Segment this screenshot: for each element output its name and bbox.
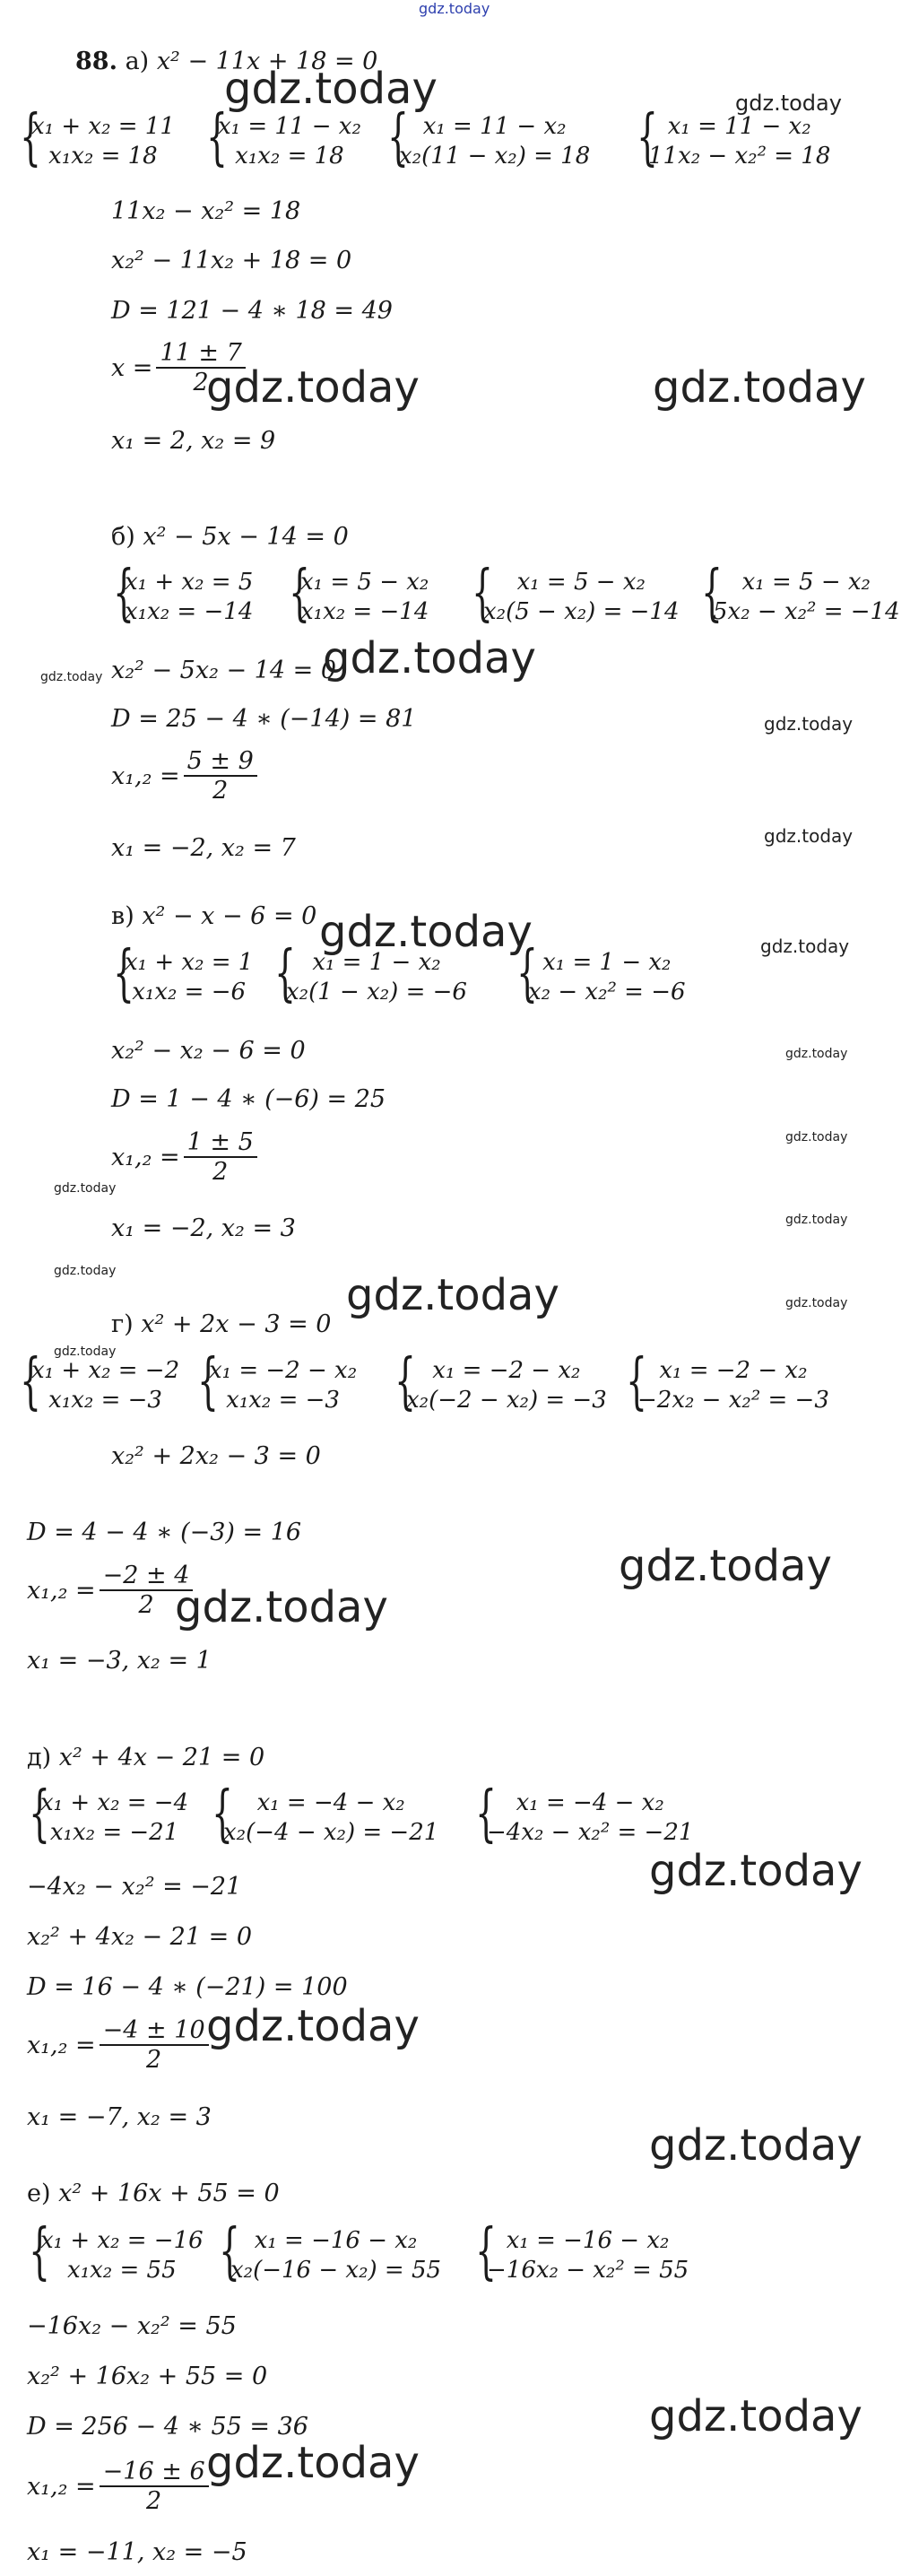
watermark-big: gdz.today [206, 2001, 420, 2051]
section-d-root-formula: x₁,₂ = $\frac{-4 \pm 10}{2}$ [27, 2018, 212, 2072]
section-b-system-4: { x₁ = 5 − x₂ 5x₂ − x₂² = −14 [701, 558, 900, 629]
watermark-big: gdz.today [224, 64, 438, 114]
section-e-system-2: { x₁ = −16 − x₂ x₂(−16 − x₂) = 55 [219, 2216, 442, 2287]
watermark-big: gdz.today [649, 2120, 862, 2171]
section-g-system-4: { x₁ = −2 − x₂ −2x₂ − x₂² = −3 [626, 1346, 829, 1417]
section-g-system-3: { x₁ = −2 − x₂ x₂(−2 − x₂) = −3 [394, 1346, 607, 1417]
section-a-system-1: { x₁ + x₂ = 11 x₁x₂ = 18 [20, 102, 175, 173]
section-e-system-3: { x₁ = −16 − x₂ −16x₂ − x₂² = 55 [475, 2216, 689, 2287]
section-d-system-3: { x₁ = −4 − x₂ −4x₂ − x₂² = −21 [475, 1779, 694, 1849]
section-d-line-2: x₂² + 4x₂ − 21 = 0 [27, 1923, 253, 1951]
section-d-result: x₁ = −7, x₂ = 3 [27, 2103, 212, 2131]
section-a-system-3: { x₁ = 11 − x₂ x₂(11 − x₂) = 18 [387, 102, 591, 173]
section-g-system-1: { x₁ + x₂ = −2 x₁x₂ = −3 [20, 1346, 180, 1417]
watermark-big: gdz.today [175, 1582, 388, 1632]
section-d-system-2: { x₁ = −4 − x₂ x₂(−4 − x₂) = −21 [212, 1779, 439, 1849]
section-g-discriminant: D = 4 − 4 ∗ (−3) = 16 [27, 1519, 302, 1546]
section-a-line-2: x₂² − 11x₂ + 18 = 0 [111, 247, 352, 274]
section-d-line-1: −4x₂ − x₂² = −21 [27, 1873, 242, 1901]
section-b-header: б) x² − 5x − 14 = 0 [111, 523, 349, 551]
watermark-big: gdz.today [323, 633, 536, 683]
section-g-result: x₁ = −3, x₂ = 1 [27, 1647, 212, 1675]
watermark-big: gdz.today [649, 1846, 862, 1896]
section-g-line-1: x₂² + 2x₂ − 3 = 0 [111, 1442, 321, 1470]
section-b-root-formula: x₁,₂ = $\frac{5 \pm 9}{2}$ [111, 749, 261, 803]
watermark-small: gdz.today [785, 1213, 848, 1227]
section-b-line-1: x₂² − 5x₂ − 14 = 0 [111, 657, 337, 684]
section-v-result: x₁ = −2, x₂ = 3 [111, 1214, 296, 1242]
section-d-header: д) x² + 4x − 21 = 0 [27, 1744, 265, 1771]
section-a-root-formula: x = $\frac{11 \pm 7}{2}$ [111, 341, 249, 395]
section-g-header: г) x² + 2x − 3 = 0 [111, 1310, 332, 1338]
section-d-system-1: { x₁ + x₂ = −4 x₁x₂ = −21 [29, 1779, 189, 1849]
watermark-small: gdz.today [785, 1130, 848, 1144]
watermark-small: gdz.today [764, 713, 854, 735]
section-v-system-2: { x₁ = 1 − x₂ x₂(1 − x₂) = −6 [274, 938, 467, 1009]
section-a-system-4: { x₁ = 11 − x₂ 11x₂ − x₂² = 18 [637, 102, 831, 173]
section-b-system-2: { x₁ = 5 − x₂ x₁x₂ = −14 [289, 558, 429, 629]
section-e-system-1: { x₁ + x₂ = −16 x₁x₂ = 55 [29, 2216, 204, 2287]
watermark-big: gdz.today [346, 1270, 559, 1320]
section-b-system-1: { x₁ + x₂ = 5 x₁x₂ = −14 [113, 558, 254, 629]
watermark-small: gdz.today [785, 1296, 848, 1310]
watermark-small: gdz.today [764, 825, 854, 847]
watermark-small: gdz.today [54, 1264, 117, 1278]
section-a-label: а) [125, 48, 150, 75]
section-v-system-1: { x₁ + x₂ = 1 x₁x₂ = −6 [113, 938, 254, 1009]
watermark-big: gdz.today [206, 2438, 420, 2488]
problem-number: 88. [75, 48, 117, 75]
watermark-big: gdz.today [649, 2391, 862, 2441]
section-v-system-3: { x₁ = 1 − x₂ x₂ − x₂² = −6 [516, 938, 686, 1009]
watermark-small: gdz.today [54, 1345, 117, 1359]
section-e-root-formula: x₁,₂ = $\frac{-16 \pm 6}{2}$ [27, 2459, 212, 2513]
section-e-header: е) x² + 16x + 55 = 0 [27, 2180, 280, 2207]
section-v-discriminant: D = 1 − 4 ∗ (−6) = 25 [111, 1085, 386, 1113]
section-a-line-1: 11x₂ − x₂² = 18 [111, 197, 301, 225]
section-b-result: x₁ = −2, x₂ = 7 [111, 834, 296, 862]
watermark-small: gdz.today [54, 1181, 117, 1196]
section-e-discriminant: D = 256 − 4 ∗ 55 = 36 [27, 2413, 308, 2441]
top-watermark: gdz.today [419, 0, 490, 17]
section-b-discriminant: D = 25 − 4 ∗ (−14) = 81 [111, 705, 417, 733]
section-g-root-formula: x₁,₂ = $\frac{-2 \pm 4}{2}$ [27, 1563, 196, 1617]
section-a-equation: x² − 11x + 18 = 0 [156, 48, 378, 75]
watermark-mid: gdz.today [735, 91, 842, 116]
watermark-small: gdz.today [40, 670, 103, 684]
watermark-big: gdz.today [206, 362, 420, 413]
section-e-line-2: x₂² + 16x₂ + 55 = 0 [27, 2363, 268, 2390]
section-v-line-1: x₂² − x₂ − 6 = 0 [111, 1037, 306, 1065]
watermark-big: gdz.today [653, 362, 866, 413]
watermark-small: gdz.today [760, 936, 850, 957]
watermark-big: gdz.today [319, 907, 533, 957]
section-e-line-1: −16x₂ − x₂² = 55 [27, 2312, 237, 2340]
watermark-big: gdz.today [619, 1541, 832, 1591]
section-b-system-3: { x₁ = 5 − x₂ x₂(5 − x₂) = −14 [472, 558, 680, 629]
section-a-system-2: { x₁ = 11 − x₂ x₁x₂ = 18 [206, 102, 361, 173]
section-a-discriminant: D = 121 − 4 ∗ 18 = 49 [111, 297, 393, 325]
section-d-discriminant: D = 16 − 4 ∗ (−21) = 100 [27, 1973, 348, 2001]
section-v-header: в) x² − x − 6 = 0 [111, 902, 317, 930]
section-e-result: x₁ = −11, x₂ = −5 [27, 2538, 247, 2566]
section-v-root-formula: x₁,₂ = $\frac{1 \pm 5}{2}$ [111, 1130, 261, 1184]
watermark-small: gdz.today [785, 1047, 848, 1061]
section-g-system-2: { x₁ = −2 − x₂ x₁x₂ = −3 [197, 1346, 358, 1417]
section-a-result: x₁ = 2, x₂ = 9 [111, 427, 276, 455]
